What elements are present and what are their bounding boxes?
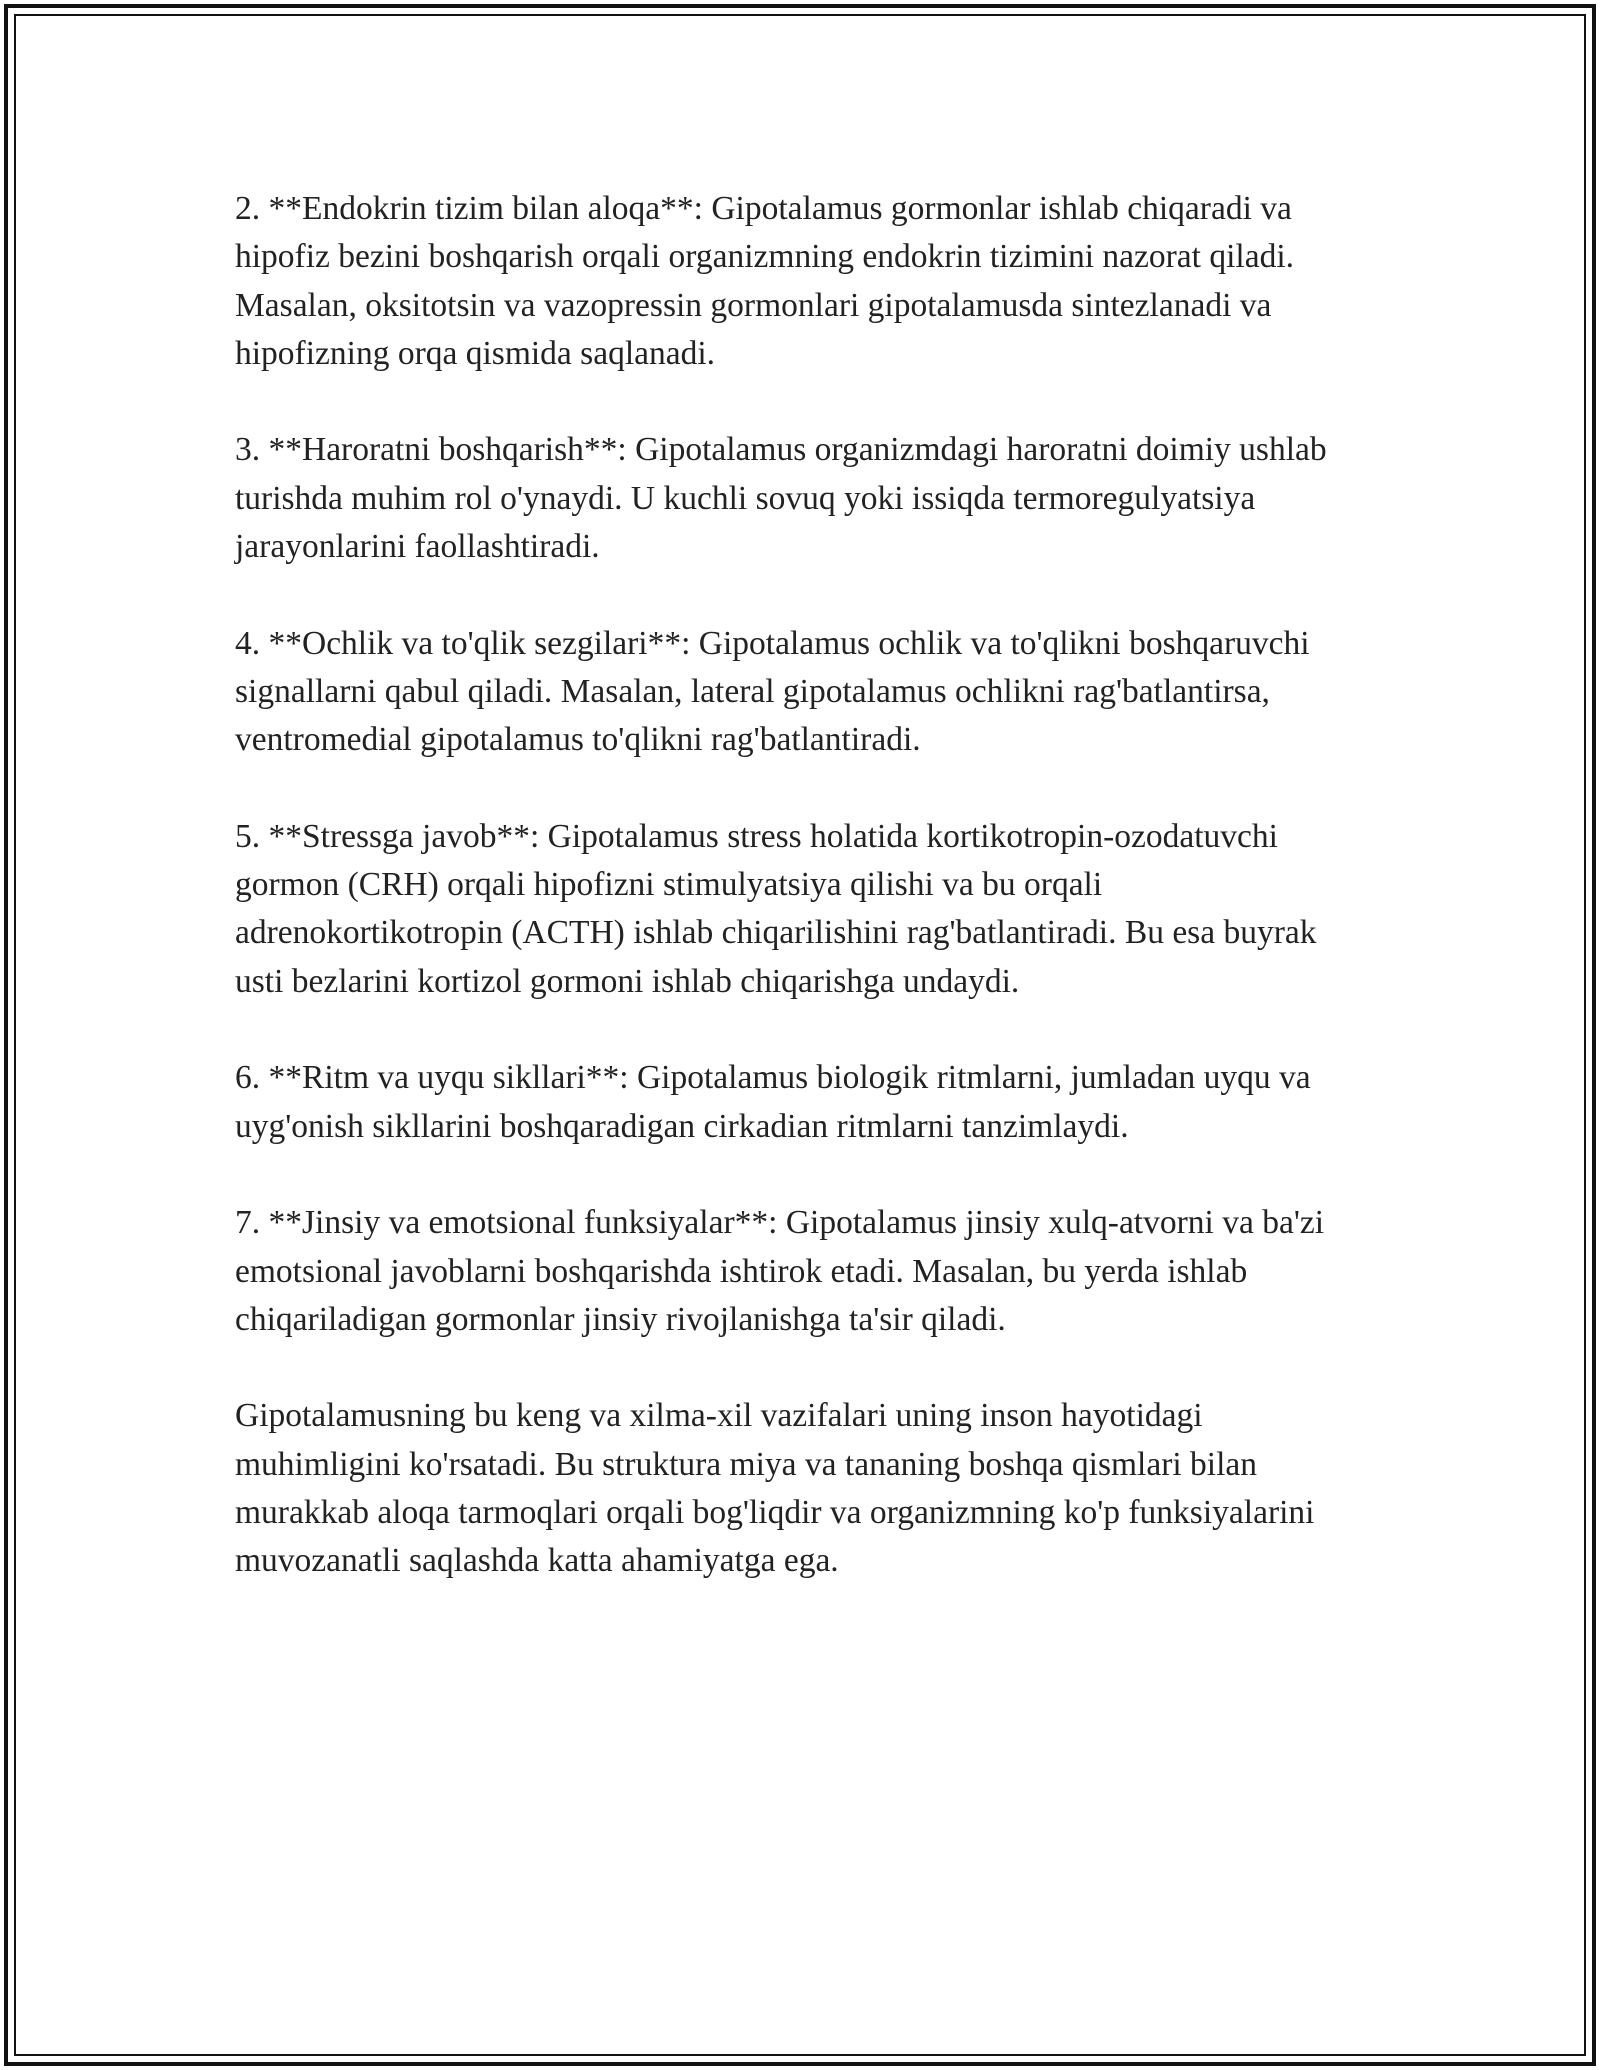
paragraph-sexual-emotional: 7. **Jinsiy va emotsional funksiyalar**: Gipotalamus jinsiy xulq-atvorni va ba'zi emotsional javoblarni boshqarishda ishtirok etadi. Masalan, bu yerda ishlab chiqariladigan gormonlar jinsiy rivojlanishga ta'sir qiladi. — [235, 1204, 1325, 1338]
paragraph-sleep-rhythm: 6. **Ritm va uyqu sikllari**: Gipotalamus biologik ritmlarni, jumladan uyqu va uyg'onish sikllarini boshqaradigan cirkadian ritmlarni tanzimlaydi. — [235, 1059, 1311, 1145]
paragraph-conclusion: Gipotalamusning bu keng va xilma-xil vazifalari uning inson hayotidagi muhimligini ko'rsatadi. Bu struktura miya va tananing boshqa qismlari bilan murakkab aloqa tarmoqlari orqali bog'liqdir va organizmning ko'p funksiyalarini muvozanatli saqlashda katta ahamiyatga ega. — [235, 1397, 1315, 1580]
paragraph-temperature: 3. **Haroratni boshqarish**: Gipotalamus organizmdagi haroratni doimiy ushlab turishda muhim rol o'ynaydi. U kuchli sovuq yoki issiqda termoregulyatsiya jarayonlarini faollashtiradi. — [235, 431, 1327, 566]
paragraph-hunger-satiety: 4. **Ochlik va to'qlik sezgilari**: Gipotalamus ochlik va to'qlikni boshqaruvchi signallarni qabul qiladi. Masalan, lateral gipotalamus ochlikni rag'batlantirsa, ventromedial gipotalamus to'qlikni rag'batlantiradi. — [235, 624, 1310, 759]
document-body — [235, 185, 1365, 1634]
paragraph-endocrine: 2. **Endokrin tizim bilan aloqa**: Gipotalamus gormonlar ishlab chiqaradi va hipofiz bezini boshqarish orqali organizmning endokrin tizimini nazorat qiladi. Masalan, oksitotsin va vazopressin gormonlari gipotalamusda sintezlanadi va hipofizning orqa qismida saqlanadi. — [235, 190, 1295, 372]
paragraph-stress: 5. **Stressga javob**: Gipotalamus stress holatida kortikotropin-ozodatuvchi gormon (CRH) orqali hipofizni stimulyatsiya qilishi va bu orqali adrenokortikotropin (ACTH) ishlab chiqarilishini rag'batlantiradi. Bu esa buyrak usti bezlarini kortizol gormoni ishlab chiqarishga undaydi. — [235, 817, 1317, 1000]
